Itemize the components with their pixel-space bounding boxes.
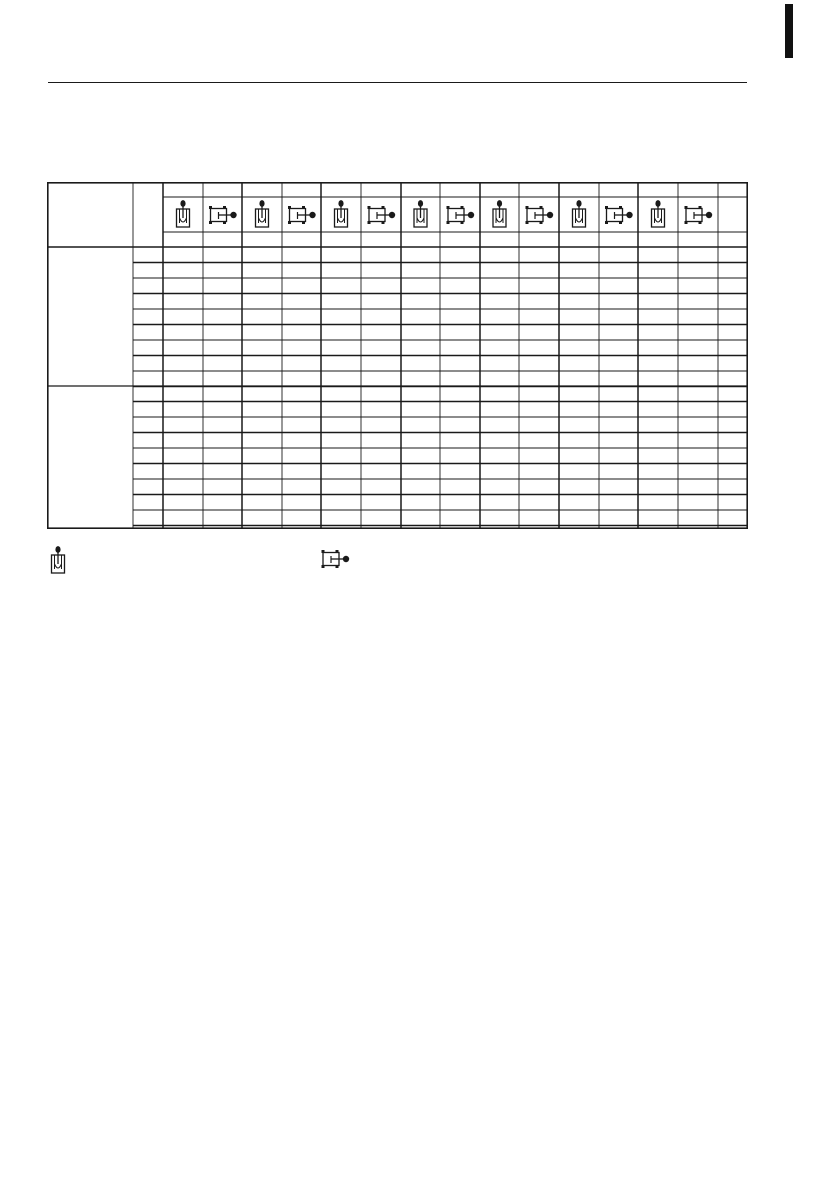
header-lever-icon bbox=[493, 200, 506, 227]
header-valve-icon bbox=[288, 206, 316, 224]
legend-valve-icon bbox=[318, 548, 352, 570]
header-lever-icon bbox=[573, 200, 586, 227]
corner-tab-mark bbox=[783, 4, 795, 58]
header-lever-icon bbox=[335, 200, 348, 227]
header-rule bbox=[48, 82, 747, 83]
header-valve-icon bbox=[685, 206, 713, 224]
header-valve-icon bbox=[209, 206, 237, 224]
header-valve-icon bbox=[447, 206, 475, 224]
header-valve-icon bbox=[368, 206, 396, 224]
data-table bbox=[47, 182, 748, 529]
header-lever-icon bbox=[652, 200, 665, 227]
header-lever-icon bbox=[177, 200, 190, 227]
header-lever-icon bbox=[256, 200, 269, 227]
header-lever-icon bbox=[414, 200, 427, 227]
header-valve-icon bbox=[526, 206, 554, 224]
header-valve-icon bbox=[605, 206, 633, 224]
legend-lever-icon bbox=[48, 546, 68, 580]
